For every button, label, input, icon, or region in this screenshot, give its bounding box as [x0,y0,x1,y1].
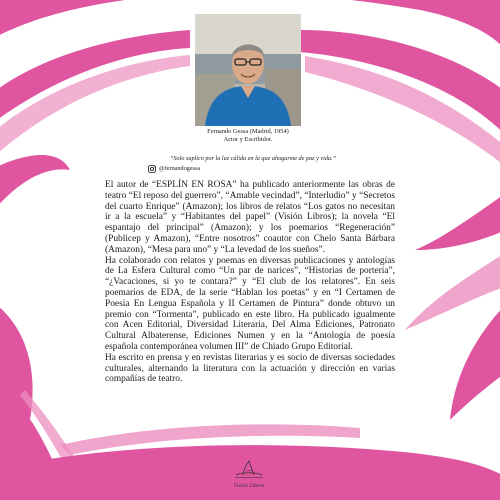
author-name-line: Fernando Gessa (Madrid, 1954) [207,128,289,135]
social-handle-text: @fernandogessa [159,165,201,172]
instagram-icon [148,165,156,173]
author-quote: “Solo suplico por la luz cálida en la que ahogarme de paz y vida.” [169,155,337,162]
bio-paragraph: Ha escrito en prensa y en revistas literarias y es socio de diversas sociedades culturales, alternando la literatura con la actuación y dirección en varias compañías de teatro. [105,352,395,385]
author-caption [150,128,346,144]
bio-paragraph: Ha colaborado con relatos y poemas en diversas publicaciones y antologías de La Esfera Cultural como “Un par de narices”, “Historias de portería”, “¿Vacaciones, si yo te contara?” y “El club de los relatores”. En seis poemarios de EDA, de la serie “Hablan los poetas” y en “I Certamen de Poesía En Lengua Española y II Certamen de Pintura” donde obtuvo un premio con “Tormenta”, publicado en este libro. Ha publicado igualmente con Acen Editorial, Diversidad Literaria, Del Alma Ediciones, Patronato Cultural Albaterense, Ediciones Numen y en la “Antología de poesía española contemporánea volumen III” de Chiado Grupo Editorial. [105,255,395,352]
publisher-logo-mark [232,459,266,481]
author-photo [195,14,301,126]
bio-paragraph: El autor de “ESPLÍN EN ROSA” ha publicado anteriormente las obras de teatro “El reposo del guerrero”, “Amable vecindad”, “Interludio” y “Secretos del cuarto Enrique” (Amazon); los libros de relatos “Los gatos no necesitan ir a la escuela” y “Habitantes del papel” (Visión Libros); la novela “El espantajo del principal” (Amazon); y los poemarios “Regeneración” (Publicep y Amazon), “Entre nosotros” coautor con Chelo Santa Bárbara (Amazon), “Mesa para uno” y “La levedad de los sueños”. [105,180,395,255]
social-handle[interactable] [148,164,200,173]
author-biography [105,180,395,385]
publisher-logo [232,459,266,489]
author-role-line: Actor y Escribidor. [223,136,273,143]
publisher-logo-text: Visión Libros [233,484,265,489]
